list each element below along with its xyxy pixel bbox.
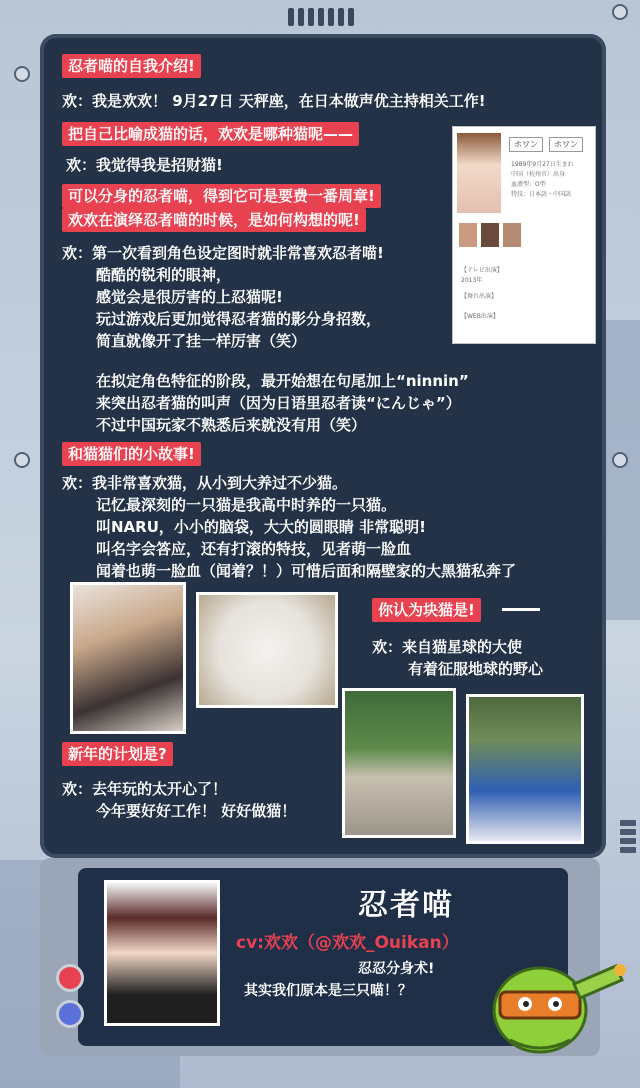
newyear-heading: 新年的计划是? <box>62 742 173 766</box>
profile-photo <box>457 133 501 213</box>
photo-girl-with-cat <box>70 582 186 734</box>
clone-line: 感觉会是很厉害的上忍猫呢! <box>96 288 283 306</box>
top-vent <box>288 8 354 26</box>
story-line: 记忆最深刻的一只猫是我高中时养的一只猫。 <box>96 496 397 514</box>
character-name: 忍者喵 <box>358 888 454 923</box>
cat-line: 欢：我觉得我是招财猫! <box>66 156 223 174</box>
story-line: 闻着也萌一脸血（闻着？！）可惜后面和隔壁家的大黑猫私奔了 <box>96 562 517 580</box>
photo-park-cats <box>342 688 456 838</box>
story-line: 欢：我非常喜欢猫，从小到大养过不少猫。 <box>62 474 348 492</box>
clone-line: 不过中国玩家不熟悉后来就没有用（笑） <box>96 416 367 434</box>
profile-note: 中国（杭州市）出身 <box>511 171 566 178</box>
story-line: 叫NARU，小小的脑袋，大大的圆眼睛 非常聪明! <box>96 518 426 536</box>
ninja-cat-mascot-icon <box>470 940 630 1060</box>
footer-line: 忍忍分身术! <box>358 961 435 977</box>
clone-line: 欢：第一次看到角色设定图时就非常喜欢忍者喵! <box>62 244 384 262</box>
blue-light-icon <box>56 1000 84 1028</box>
story-heading: 和猫猫们的小故事! <box>62 442 201 466</box>
footer-line: 其实我们原本是三只喵！？ <box>244 983 412 999</box>
bolt-icon <box>14 66 30 82</box>
cat-heading: 把自己比喻成猫的话，欢欢是哪种猫呢—— <box>62 122 359 146</box>
profile-note: 2013年 <box>461 277 483 284</box>
newyear-line: 欢：去年玩的太开心了！ <box>62 780 228 798</box>
cv-credit: cv:欢欢（@欢欢_Ouikan） <box>236 933 459 953</box>
photo-white-cat <box>196 592 338 708</box>
clone-heading-1: 可以分身的忍者喵，得到它可是要费一番周章! <box>62 184 381 208</box>
thumb-photo <box>481 223 499 247</box>
bolt-icon <box>14 452 30 468</box>
clone-line: 酷酷的锐利的眼神， <box>96 266 232 284</box>
clone-line: 简直就像开了挂一样厉害（笑） <box>96 332 307 350</box>
bolt-icon <box>612 4 628 20</box>
block-line: 欢：来自猫星球的大使 <box>372 638 523 656</box>
thumb-photo <box>503 223 521 247</box>
heading-dash <box>502 608 540 611</box>
profile-note: 血液型：O型 <box>511 181 546 188</box>
thumb-photo <box>459 223 477 247</box>
block-heading: 你认为块猫是! <box>372 598 481 622</box>
intro-line: 欢：我是欢欢！ 9月27日 天秤座，在日本做声优主持相关工作! <box>62 92 486 110</box>
profile-tab: ホワン <box>549 137 583 152</box>
red-light-icon <box>56 964 84 992</box>
profile-note: 【舞台出演】 <box>461 293 498 300</box>
profile-tab: ホワン <box>509 137 543 152</box>
profile-note: 1989年9月27日生まれ <box>511 161 574 168</box>
bg-shape-right <box>600 320 640 620</box>
clone-line: 来突出忍者猫的叫声（因为日语里忍者读“にんじゃ”） <box>96 394 461 412</box>
bolt-icon <box>612 452 628 468</box>
intro-heading: 忍者喵的自我介绍! <box>62 54 201 78</box>
block-line: 有着征服地球的野心 <box>408 660 544 678</box>
side-vent <box>620 820 636 853</box>
profile-note: 【テレビ出演】 <box>461 267 503 274</box>
newyear-line: 今年要好好工作！ 好好做猫！ <box>96 802 297 820</box>
profile-note: 特技：日本語・中国語 <box>511 191 572 198</box>
thumb-strip <box>459 223 521 247</box>
photo-voice-actor <box>104 880 220 1026</box>
profile-note: 【WEB出演】 <box>461 313 499 320</box>
clone-heading-2: 欢欢在演绎忍者喵的时候，是如何构想的呢! <box>62 208 366 232</box>
clone-line: 玩过游戏后更加觉得忍者猫的影分身招数， <box>96 310 382 328</box>
profile-card <box>452 126 596 344</box>
story-line: 叫名字会答应，还有打滚的特技，见者萌一脸血 <box>96 540 412 558</box>
clone-line: 在拟定角色特征的阶段，最开始想在句尾加上“ninnin” <box>96 372 469 390</box>
photo-costume <box>466 694 584 844</box>
